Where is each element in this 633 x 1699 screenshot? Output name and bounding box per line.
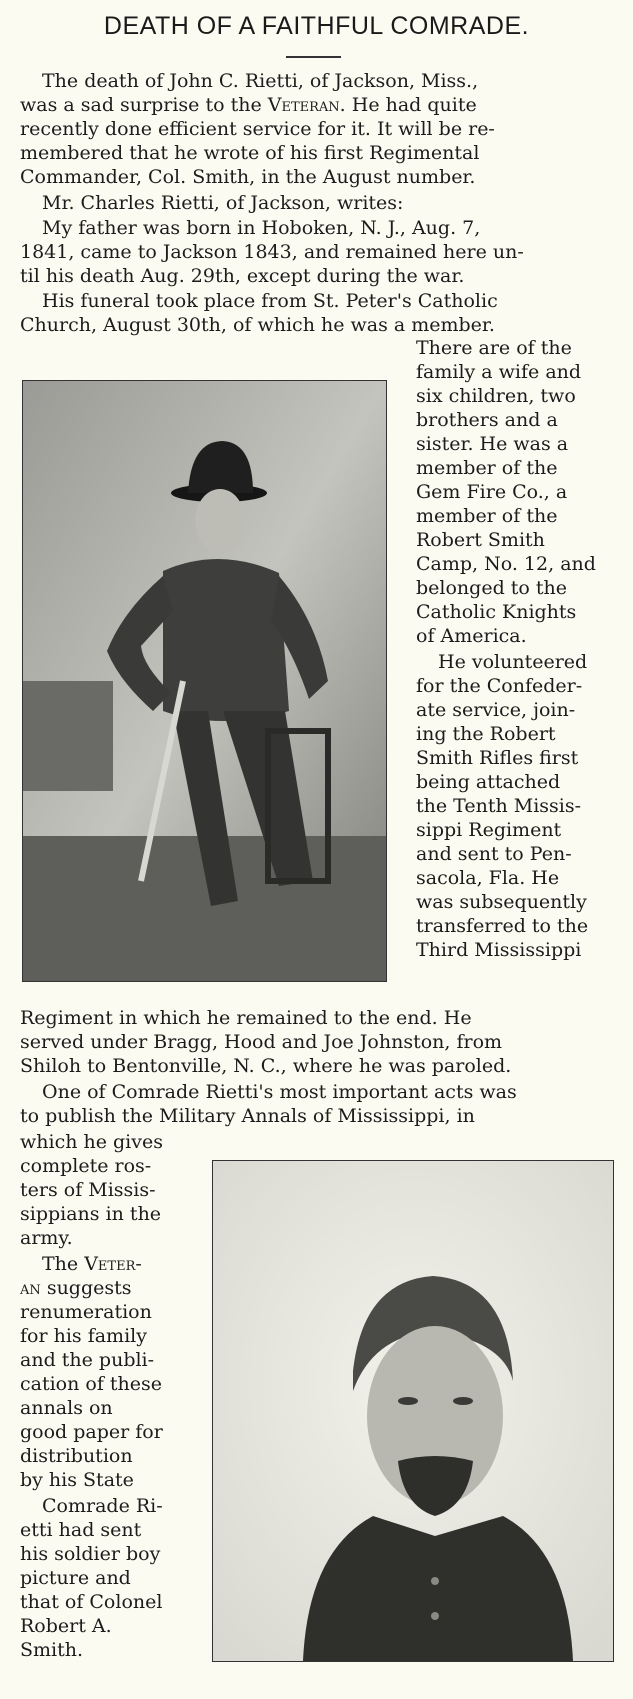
text-line: complete ros- bbox=[20, 1155, 152, 1177]
text-line: There are of the bbox=[416, 337, 572, 359]
text-line: til his death Aug. 29th, except during the war. bbox=[20, 265, 465, 287]
text-line: ing the Robert bbox=[416, 723, 556, 745]
text-line: sippians in the bbox=[20, 1203, 162, 1225]
veteran-name: an bbox=[20, 1277, 41, 1299]
text-line: being attached bbox=[416, 771, 561, 793]
text-line: recently done efficient service for it. It will be re- bbox=[20, 118, 495, 140]
text-line: Commander, Col. Smith, in the August number. bbox=[20, 166, 476, 188]
text-line: sacola, Fla. He bbox=[416, 867, 560, 889]
text-line: etti had sent bbox=[20, 1519, 142, 1541]
text-line: Smith. bbox=[20, 1639, 84, 1661]
text-line: brothers and a bbox=[416, 409, 558, 431]
text-line: sister. He was a bbox=[416, 433, 569, 455]
text-line: Camp, No. 12, and bbox=[416, 553, 596, 575]
text-line: his soldier boy bbox=[20, 1543, 161, 1565]
text-line: Mr. Charles Rietti, of Jackson, writes: bbox=[42, 192, 404, 214]
text-line: Shiloh to Bentonville, N. C., where he was paroled. bbox=[20, 1055, 512, 1077]
text-line: Regiment in which he remained to the end. He bbox=[20, 1007, 472, 1029]
text-line: Church, August 30th, of which he was a member. bbox=[20, 314, 495, 336]
text-line: of America. bbox=[416, 625, 527, 647]
text-line: One of Comrade Rietti's most important acts was bbox=[42, 1081, 517, 1103]
text-line: member of the bbox=[416, 505, 558, 527]
text-line: good paper for bbox=[20, 1421, 163, 1443]
soldier-boy-photo bbox=[22, 380, 387, 982]
text-line: cation of these bbox=[20, 1373, 163, 1395]
article-title: DEATH OF A FAITHFUL COMRADE. bbox=[103, 12, 530, 40]
text-line: for the Confeder- bbox=[416, 675, 583, 697]
text-line: an suggests bbox=[20, 1277, 132, 1299]
text-line: Catholic Knights bbox=[416, 601, 577, 623]
text-line: sippi Regiment bbox=[416, 819, 562, 841]
colonel-smith-photo bbox=[212, 1160, 614, 1662]
text-line: Third Mississippi bbox=[416, 939, 582, 961]
text-line: He volunteered bbox=[438, 651, 588, 673]
text-line: to publish the Military Annals of Mississippi, in bbox=[20, 1105, 475, 1127]
text-line: transferred to the bbox=[416, 915, 589, 937]
veteran-name: Veteran bbox=[267, 94, 340, 116]
text-line: belonged to the bbox=[416, 577, 567, 599]
text-line: and sent to Pen- bbox=[416, 843, 572, 865]
text-line: membered that he wrote of his first Regimental bbox=[20, 142, 480, 164]
text-line: family a wife and bbox=[416, 361, 582, 383]
text-line: which he gives bbox=[20, 1131, 163, 1153]
text-line: His funeral took place from St. Peter's Catholic bbox=[42, 290, 498, 312]
text-line: renumeration bbox=[20, 1301, 152, 1323]
text-line: member of the bbox=[416, 457, 558, 479]
text-line: annals on bbox=[20, 1397, 113, 1419]
title-rule bbox=[286, 56, 341, 58]
text-line: six children, two bbox=[416, 385, 576, 407]
text-line: The death of John C. Rietti, of Jackson, Miss., bbox=[42, 70, 479, 92]
text-line: was subsequently bbox=[416, 891, 587, 913]
text-line: Gem Fire Co., a bbox=[416, 481, 568, 503]
text-line: was a sad surprise to the Veteran. He had quite bbox=[20, 94, 477, 116]
text-line: Robert A. bbox=[20, 1615, 112, 1637]
text-line: The Veter- bbox=[42, 1253, 142, 1275]
text-line: My father was born in Hoboken, N. J., Aug. 7, bbox=[42, 217, 481, 239]
text-line: army. bbox=[20, 1227, 73, 1249]
text-line: ate service, join- bbox=[416, 699, 576, 721]
text-line: that of Colonel bbox=[20, 1591, 163, 1613]
text-line: picture and bbox=[20, 1567, 131, 1589]
text-line: 1841, came to Jackson 1843, and remained here un- bbox=[20, 241, 524, 263]
text-line: for his family bbox=[20, 1325, 147, 1347]
text-line: Comrade Ri- bbox=[42, 1495, 163, 1517]
text-line: ters of Missis- bbox=[20, 1179, 156, 1201]
text-line: the Tenth Missis- bbox=[416, 795, 582, 817]
veteran-name: Veter- bbox=[84, 1253, 142, 1275]
text-line: by his State bbox=[20, 1469, 134, 1491]
text-line: and the publi- bbox=[20, 1349, 155, 1371]
text-line: served under Bragg, Hood and Joe Johnston, from bbox=[20, 1031, 503, 1053]
text-line: Smith Rifles first bbox=[416, 747, 579, 769]
text-line: distribution bbox=[20, 1445, 133, 1467]
text-line: Robert Smith bbox=[416, 529, 545, 551]
